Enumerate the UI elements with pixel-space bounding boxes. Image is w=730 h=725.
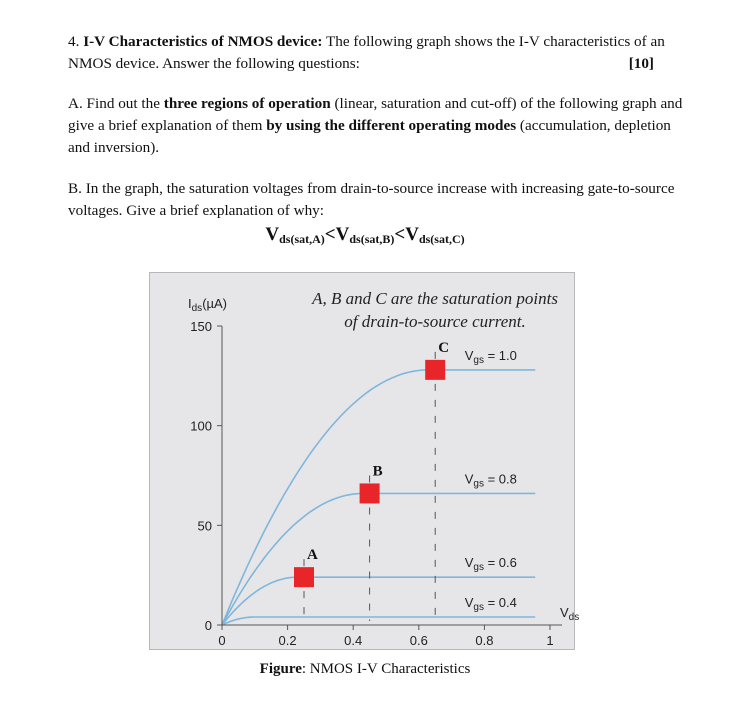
saturation-point-marker: [360, 483, 380, 503]
x-tick-label: 0.2: [278, 633, 297, 648]
x-tick-label: 0: [218, 633, 226, 648]
y-axis-label: $I_{ds}(\mu A)$: [188, 296, 228, 314]
question-title-text: The following graph shows the I-V characteristics of an NMOS device. Answer the following questions:: [68, 33, 665, 72]
formula-sub3: ds(sat,C): [418, 232, 465, 246]
saturation-point-marker: [294, 567, 314, 587]
y-tick-label: 150: [190, 319, 212, 334]
saturation-point-marker: [425, 360, 445, 380]
part-a-bold-1: three regions of operation: [163, 95, 331, 112]
series-label: $V_{gs} = 0.4$: [464, 595, 517, 614]
x-axis-label: $V_{ds}$: [560, 605, 580, 623]
iv-curve: [222, 617, 535, 625]
y-tick-label: 50: [197, 518, 212, 534]
formula-sub2: ds(sat,B): [349, 232, 395, 246]
saturation-point-label: C: [438, 339, 450, 356]
iv-chart: [149, 272, 580, 650]
saturation-point-label: B: [372, 463, 383, 480]
x-tick-label: 0.6: [409, 633, 428, 648]
y-tick-label: 0: [204, 618, 212, 633]
formula-v2: V: [335, 224, 350, 245]
series-label: $V_{gs} = 0.6$: [464, 555, 517, 574]
part-b-text: B. In the graph, the saturation voltages from drain-to-source increase with increasing gate-to-source voltages. Give a brief explanation of why:: [68, 180, 675, 219]
x-tick-label: 1: [546, 633, 554, 648]
formula-v1: V: [265, 224, 280, 245]
part-a-text-2: (linear, saturation and cut-off) of the following graph and give a brief explanation of them: [68, 95, 683, 134]
x-tick-label: 0.8: [475, 633, 494, 648]
question-marks: [10]: [628, 55, 654, 72]
part-a-bold-2: by using the different operating modes: [266, 117, 517, 134]
part-a-text-1: A. Find out the: [68, 95, 164, 112]
formula-lt1: <: [324, 224, 336, 245]
series-label: $V_{gs} = 0.8$: [464, 471, 517, 490]
iv-chart-svg: [150, 273, 580, 651]
part-a-text-3: (accumulation, depletion and inversion).: [68, 117, 671, 156]
formula-lt2: <: [394, 224, 406, 245]
y-tick-label: 100: [190, 418, 212, 434]
part-b: [68, 178, 694, 222]
saturation-point-label: A: [307, 547, 318, 564]
x-tick-label: 0.4: [344, 633, 363, 648]
question-title-bold: I-V Characteristics of NMOS device:: [83, 33, 323, 50]
part-a: [68, 93, 694, 159]
series-label: $V_{gs} = 1.0$: [464, 347, 517, 366]
figure-caption: [0, 661, 730, 678]
saturation-voltage-inequality: [0, 224, 730, 247]
annotation-line-1: A, B and C are the saturation points: [312, 289, 558, 308]
caption-bold: Figure: [259, 661, 302, 677]
formula-v3: V: [405, 224, 419, 245]
question-title: [68, 31, 694, 75]
caption-text: : NMOS I-V Characteristics: [301, 661, 471, 677]
formula-sub1: ds(sat,A): [279, 232, 325, 246]
annotation-line-2: of drain-to-source current.: [344, 312, 526, 331]
question-number: 4.: [68, 33, 80, 50]
